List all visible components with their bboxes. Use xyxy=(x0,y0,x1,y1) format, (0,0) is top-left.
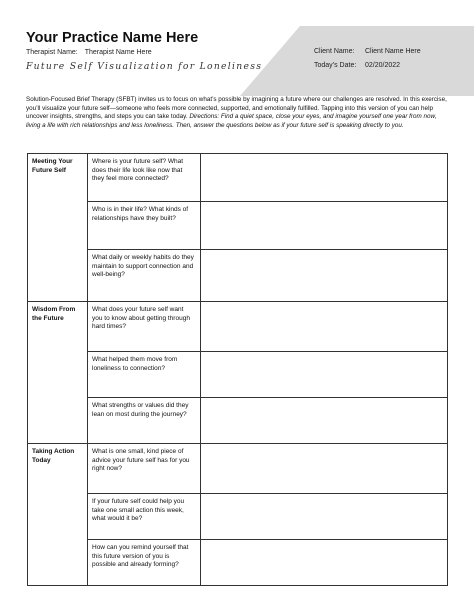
section-label: Wisdom From the Future xyxy=(28,302,88,444)
intro-paragraph xyxy=(26,96,452,130)
practice-name: Your Practice Name Here xyxy=(26,30,199,46)
question-cell: What does your future self want you to know about getting through hard times? xyxy=(88,302,201,352)
answer-field[interactable] xyxy=(201,352,448,398)
client-name-row xyxy=(314,45,421,59)
answer-field[interactable] xyxy=(201,250,448,302)
therapist-label: Therapist Name: xyxy=(26,49,78,56)
question-cell: What helped them move from loneliness to connection? xyxy=(88,352,201,398)
client-name-label: Client Name: xyxy=(314,48,355,55)
question-cell: Who is in their life? What kinds of relationships have they built? xyxy=(88,202,201,250)
table-row xyxy=(28,444,448,494)
table-row xyxy=(28,540,448,586)
answer-field[interactable] xyxy=(201,302,448,352)
client-name-value: Client Name Here xyxy=(365,48,421,55)
answer-field[interactable] xyxy=(201,444,448,494)
date-row xyxy=(314,59,421,73)
question-cell: What daily or weekly habits do they maintain to support connection and well-being? xyxy=(88,250,201,302)
intro-text: Solution-Focused Brief Therapy (SFBT) invites us to focus on what’s possible by imagining a future where our challenges are resolved. In this exercise, you’ll visualize your future self—someone who feels more connected, supported, and emotionally fulfilled. Tapping into this version of you can help uncover insights, strengths, and steps you can take today. xyxy=(26,96,447,121)
answer-field[interactable] xyxy=(201,540,448,586)
therapist-value: Therapist Name Here xyxy=(84,49,152,56)
section-label: Taking Action Today xyxy=(28,444,88,586)
therapist-row xyxy=(26,49,152,56)
worksheet-table xyxy=(27,153,448,586)
answer-field[interactable] xyxy=(201,154,448,202)
date-label: Today’s Date: xyxy=(314,62,357,69)
table-row xyxy=(28,494,448,540)
client-info xyxy=(314,45,421,73)
question-cell: If your future self could help you take one small action this week, what would it be? xyxy=(88,494,201,540)
table-row xyxy=(28,352,448,398)
section-label: Meeting Your Future Self xyxy=(28,154,88,302)
table-row xyxy=(28,202,448,250)
question-cell: What strengths or values did they lean on most during the journey? xyxy=(88,398,201,444)
table-row xyxy=(28,398,448,444)
date-value: 02/20/2022 xyxy=(365,62,401,69)
answer-field[interactable] xyxy=(201,494,448,540)
intro-directions: Directions: Find a quiet space, close your eyes, and imagine yourself one year from now, living a life with rich relationships and less loneliness. Then, answer the questions below as if your future self is speaking directly to you. xyxy=(26,113,437,129)
table-row xyxy=(28,250,448,302)
answer-field[interactable] xyxy=(201,398,448,444)
table-row xyxy=(28,154,448,202)
worksheet-title: Future Self Visualization for Loneliness xyxy=(26,61,263,72)
question-cell: What is one small, kind piece of advice your future self has for you right now? xyxy=(88,444,201,494)
question-cell: How can you remind yourself that this future version of you is possible and already forming? xyxy=(88,540,201,586)
question-cell: Where is your future self? What does their life look like now that they feel more connected? xyxy=(88,154,201,202)
table-row xyxy=(28,302,448,352)
answer-field[interactable] xyxy=(201,202,448,250)
